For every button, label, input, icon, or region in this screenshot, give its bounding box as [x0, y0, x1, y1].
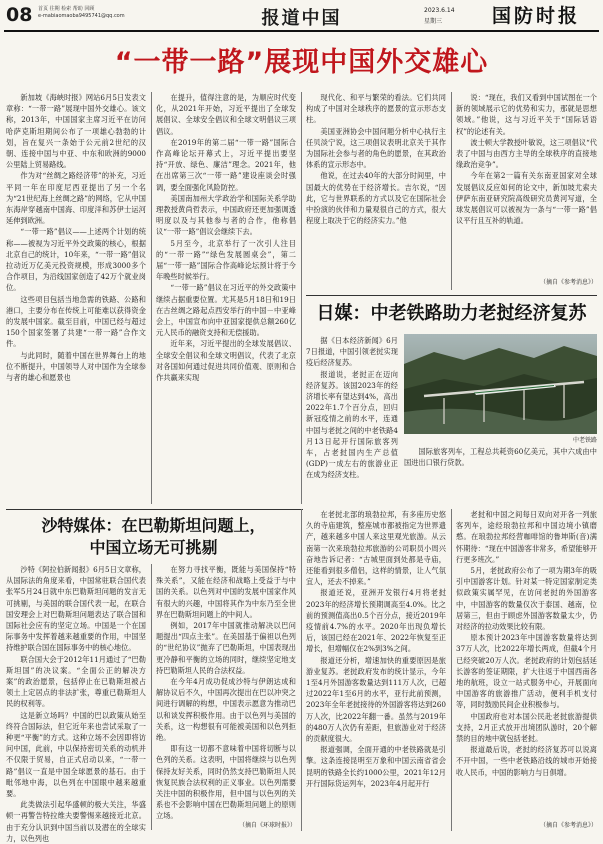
page-number: 08 — [6, 4, 33, 26]
article3-source: （摘自《环球时报》） — [238, 822, 296, 829]
article2-column-2: 国际旅客列车，工程总共耗资60亿美元，其中六成由中国进出口银行贷款。 — [404, 447, 597, 468]
article3-headline-line2: 中国立场无可挑剔 — [89, 538, 218, 557]
section-rule — [306, 295, 597, 296]
article3-column-1: 沙特《阿拉伯新闻报》6月5日文章称，从国际法的角度来看，中国常驻联合国代表张军5月24日就中东巴勒斯坦问题的发言无可挑剔，与美国的联合国代表一起，在联合国安理会上对巴勒斯坦问题表达了联合国和国际社会应有的坚定立场。中国是一个在国际事务中发挥着越来越重要的作用，中国坚持维护联合国在国际事务中的核心地位。 联合国大会于2012年11月通过了“巴勒斯坦国”的决议案。“全面公正的解决方案”的政治愿景，包括停止在已勒斯坦被占领土上定居点的非法扩张，尊重已勒斯坦人民的权利等。 这是新立场吗？中国的巴以政策从始至终符合国际法，但它近年来也尝试采取了一种更“平衡”的方式。这种立场不会因即将访问中国，此前，中以保持密切关系的动机并不仅限于贸易，自正式启动以来，“一带一路”倡议一直是中国全球愿景的基石。由于毗邻地中海，以色列在中国眼中越来越重要。 此类做法引起华盛顿的极大关注，华盛顿一再警告特拉维夫要警惕来越接近北京。由于充分认识到中国当前以及潜在的全球实力，以色列也 — [6, 565, 146, 843]
header-nav-links[interactable]: 首页 往期 检索 帮助 回顾 — [38, 6, 95, 12]
section-rule — [6, 509, 303, 510]
section-title: 报道中国 — [261, 8, 342, 29]
article1-source: （摘自《参考消息》） — [539, 279, 597, 286]
issue-date: 2023.6.14 — [424, 7, 455, 14]
article2-column-4: 老挝和中国之间每日双向对开各一列旅客列车，途经琅勃拉邦和中国边境小镇磨憨。在琅勃拉邦经营咖啡馆的鲁坤斯(音)满怀期待：“现在中国游客非常多，希望能够开行更多班次。” 5月，老挝政府公布了一项为期3年的吸引中国游客计划。针对某一特定国家制定类似政策实属罕见，在访问老挝的外国游客中，中国游客的数量仅次于泰国、越南，位居第三，但由于顾虑外国游客数量太少，仍对经济的拉动效果比较有限。 原本预计2023年中国游客数量将达到37万人次，比2022年增长两成，但截4个月已经突破20万人次。老挝政府的计划包括延长游客的签证期限，扩大往返于中国西南各地的航班，设立一站式服务中心，开展面向中国游客的旅游推广活动，便利手机支付等，同时鼓励民间企业积极参与。 中国政府也对本国公民赴老挝旅游提供支持，2月正式放开出境团队游时，20个解禁的目的地中就包括老挝。 报道最后说，老挝的经济复苏可以说离不开中国，一些中老铁路沿线的城市开始接收人民币，中国的影响力与日俱增。 — [456, 510, 597, 777]
column-divider — [301, 92, 302, 504]
column-divider — [301, 509, 302, 831]
article1-column-4: 说：“现在，我们又看到中国试图在一个新的领域展示它的优势和实力，那就是思想领域。”他说，这与习近平关于“国际话语权”的论述有关。 波士顿大学教授叶敏说，这三项倡议“代表了中国与由西方主导的全球秩序的直接地缘政治竞争”。 今年在第2一篇有关东南亚国家对全球发展倡议反应如何的论文中，新加坡尤索夫伊萨东南亚研究院高级研究员黄河写道，全球发展倡议可以被视为一条与“一带一路”倡议平行且互补的轨道。 — [456, 93, 597, 226]
article1-column-1: 新加坡《海峡时报》网站6月5日发表文章称：“一带一路”展现中国外交雄心。该文称，2013年，中国国家主席习近平在访问哈萨克斯坦期间公布了一项雄心勃勃的计划，旨在复兴一条始于公元前2世纪的汉朝、连接中国与中亚、中东和欧洲的9000公里陆上贸易路线。 作为对“丝绸之路经济带”的补充，习近平同一年在印度尼西亚提出了另一个名为“21世纪海上丝绸之路”的网络，它从中国东海岸穿越南中国海、印度洋和苏伊士运河延伸到欧洲。 “一带一路”倡议——上述两个计划的统称——被视为习近平外交政策的核心，根据北京自己的统计，10年来，“一带一路”倡议拉动近万亿美元投资规模，形成3000多个合作项目，为沿线国家创造了42万个就业岗位。 这些项目包括当地急需的铁路、公路和港口，主要分布在传统上可能难以获得资金的发展中国家。截至目前，中国已经与超过150个国家签署了共建“一带一路”合作文件。 与此同时，随着中国在世界舞台上的地位不断提升，中国领导人对中国作为全球参与者的雄心和愿景也 — [6, 93, 146, 383]
railway-photo — [404, 334, 597, 434]
article2-column-1: 据《日本经济新闻》6月7日报道，中国引领老挝实现疫后经济复苏。 报道说，老挝正在迈向经济复苏。该国2023年的经济增长率有望达到4%，高出2022年1.7个百分点，回归新冠疫情之前的水平，连通中国与老挝之间的中老铁路4月13日起开行国际旅客列车，占老挝国内生产总值(GDP)一成左右的旅游业正在成为经济支柱。 — [306, 336, 398, 480]
column-divider — [151, 564, 152, 830]
column-divider — [451, 509, 452, 831]
article-headline: “一带一路”展现中国外交雄心 — [114, 47, 489, 78]
article2-source: （摘自《参考消息》） — [539, 822, 597, 829]
header-url: e-mabiaomaoba9495741@qq.com — [38, 13, 125, 19]
article3-headline-line1: 沙特媒体：在巴勒斯坦问题上， — [41, 516, 266, 535]
photo-caption: 中老铁路 — [572, 437, 597, 444]
column-divider — [451, 92, 452, 290]
svg-text:国防时报: 国防时报 — [491, 5, 581, 27]
article2-headline: 日媒：中老铁路助力老挝经济复苏 — [316, 303, 587, 324]
article1-column-2: 在提升，值得注意的是，为顺应时代变化，从2021年开始，习近平提出了全球发展倡议、全球安全倡议和全球文明倡议三项倡议。 在2019年的第二届“一带一路”国际合作高峰论坛开幕式上，习近平提出要坚持“开放、绿色、廉洁”理念。2021年，他在出席第三次“一带一路”建设座谈会时强调，要全面强化风险防控。 美国南加州大学政治学和国际关系学助理教授黄尚哲表示，中国政府还更加强调透明度以及与其他参与者的合作，他称倡议“一带一路”倡议会继续下去。 5月至今，北京举行了一次引人注目的“一带一路”“绿色发展圆桌会”，第二届“一带一路”国际合作高峰论坛预计将于今年晚些时候举行。 “一带一路”倡议在习近平的外交政策中继续占据重要位置。尤其是5月18日和19日在古丝绸之路起点西安举行的中国－中亚峰会上，中国宣布向中亚国家提供总额260亿元人民币的融资支持和无偿援助。 近年来，习近平提出的全球发展倡议、全球安全倡议和全球文明倡议，代表了北京对各国如何通过促进共同价值观、原则和合作共赢来实现 — [156, 93, 296, 383]
newspaper-logo — [475, 3, 597, 27]
article2-column-3: 在老挝北部的琅勃拉邦，有多座历史悠久的寺庙建筑，整座城市都被指定为世界遗产，越来越多中国人来这里观光旅游。从云南第一次来琅勃拉邦旅游的公司职员小周兴奋地告诉记者：“古城里面到处都是寺庙，还能看到很多僧侣，这样的情景，让人气氛宜人，还去不掉来。” 报道还说，亚洲开发银行4月将老挝2023年的经济增长预期调高至4.0%。比之前的预测值高出0.5个百分点，接近2019年疫情前4.7%的水平。2020年出现负增长后，该国已经在2021年、2022年恢复至正增长，但增幅仅在2%到3%之间。 报道还分析，增速加快的重要原因是旅游业复苏。老挝政府发布的统计显示，今年1至4月外国游客数量达到111万人次，已超过2022年1至6月的水平，亚行此前预测，2023年全年老挝接待的外国游客将达到260万人次，比2022年翻一番。虽然与2019年的480万人次仍有差距，但旅游业对于经济的贡献度很大。 报道强调，全面开通的中老铁路就是引擎。这条连接昆明至万象和中国云南省省会昆明的铁路全长约1000公里，2021年12月开行国际货运列车，2023年4月起开行 — [306, 510, 446, 788]
issue-weekday: 星期三 — [424, 18, 443, 25]
column-divider — [151, 92, 152, 504]
header-rule — [4, 30, 599, 32]
article3-column-2: 在努力寻找平衡，既能与美国保持“特殊关系”，又能在经济和战略上受益于与中国的关系。以色列对中国的发展中国家作风有很大的兴趣，中国将其作为中东乃至全世界在巴勒斯坦问题上的中间人。 例如，2017年中国就推动解决以巴问题提出“四点主张”。在美国基于偏袒以色列的“世纪协议”抛弃了巴勒斯坦，中国表现出更冷静和平衡的立场的同时，继续坚定地支持巴勒斯坦人民的合法权益。 在今年4月成功促成沙特与伊朗达成和解协议后不久，中国再次提出在巴以冲突之间进行调解的构想，中国表示愿意为推动巴以和谈发挥积极作用。由于以色列与美国的关系，这一构想很有可能被美国和以色列拒绝。 即有这一切都不意味着中国将切断与以色列的关系。这表明，中国将继续与以色列保持友好关系，同时仍然支持巴勒斯坦人民恢复民族合法权利的正义事业。以色列需要关注中国的积极作用，但中国与以色列的关系也不会影响中国在巴勒斯坦问题上的原则立场。 — [156, 565, 296, 821]
article1-column-3: 现代化、和平与繁荣的看法。它们共同构成了中国对全球秩序的愿景的宣示形态支柱。 美国亚洲协会中国问题分析中心执行主任贝淡宁说，这三项倡议表明北京关于其作为国际社会参与者的角色的愿景，在其政治体系的宣示形态中。 他说，在过去40年的大部分时间里，中国最大的优势在于经济增长。吉尔说，“因此，它与世界联系的方式以及它在国际社会中扮演的伙伴和力量观很自己的方式，很大程度上取决于它的经济实力。”他 — [306, 93, 446, 226]
